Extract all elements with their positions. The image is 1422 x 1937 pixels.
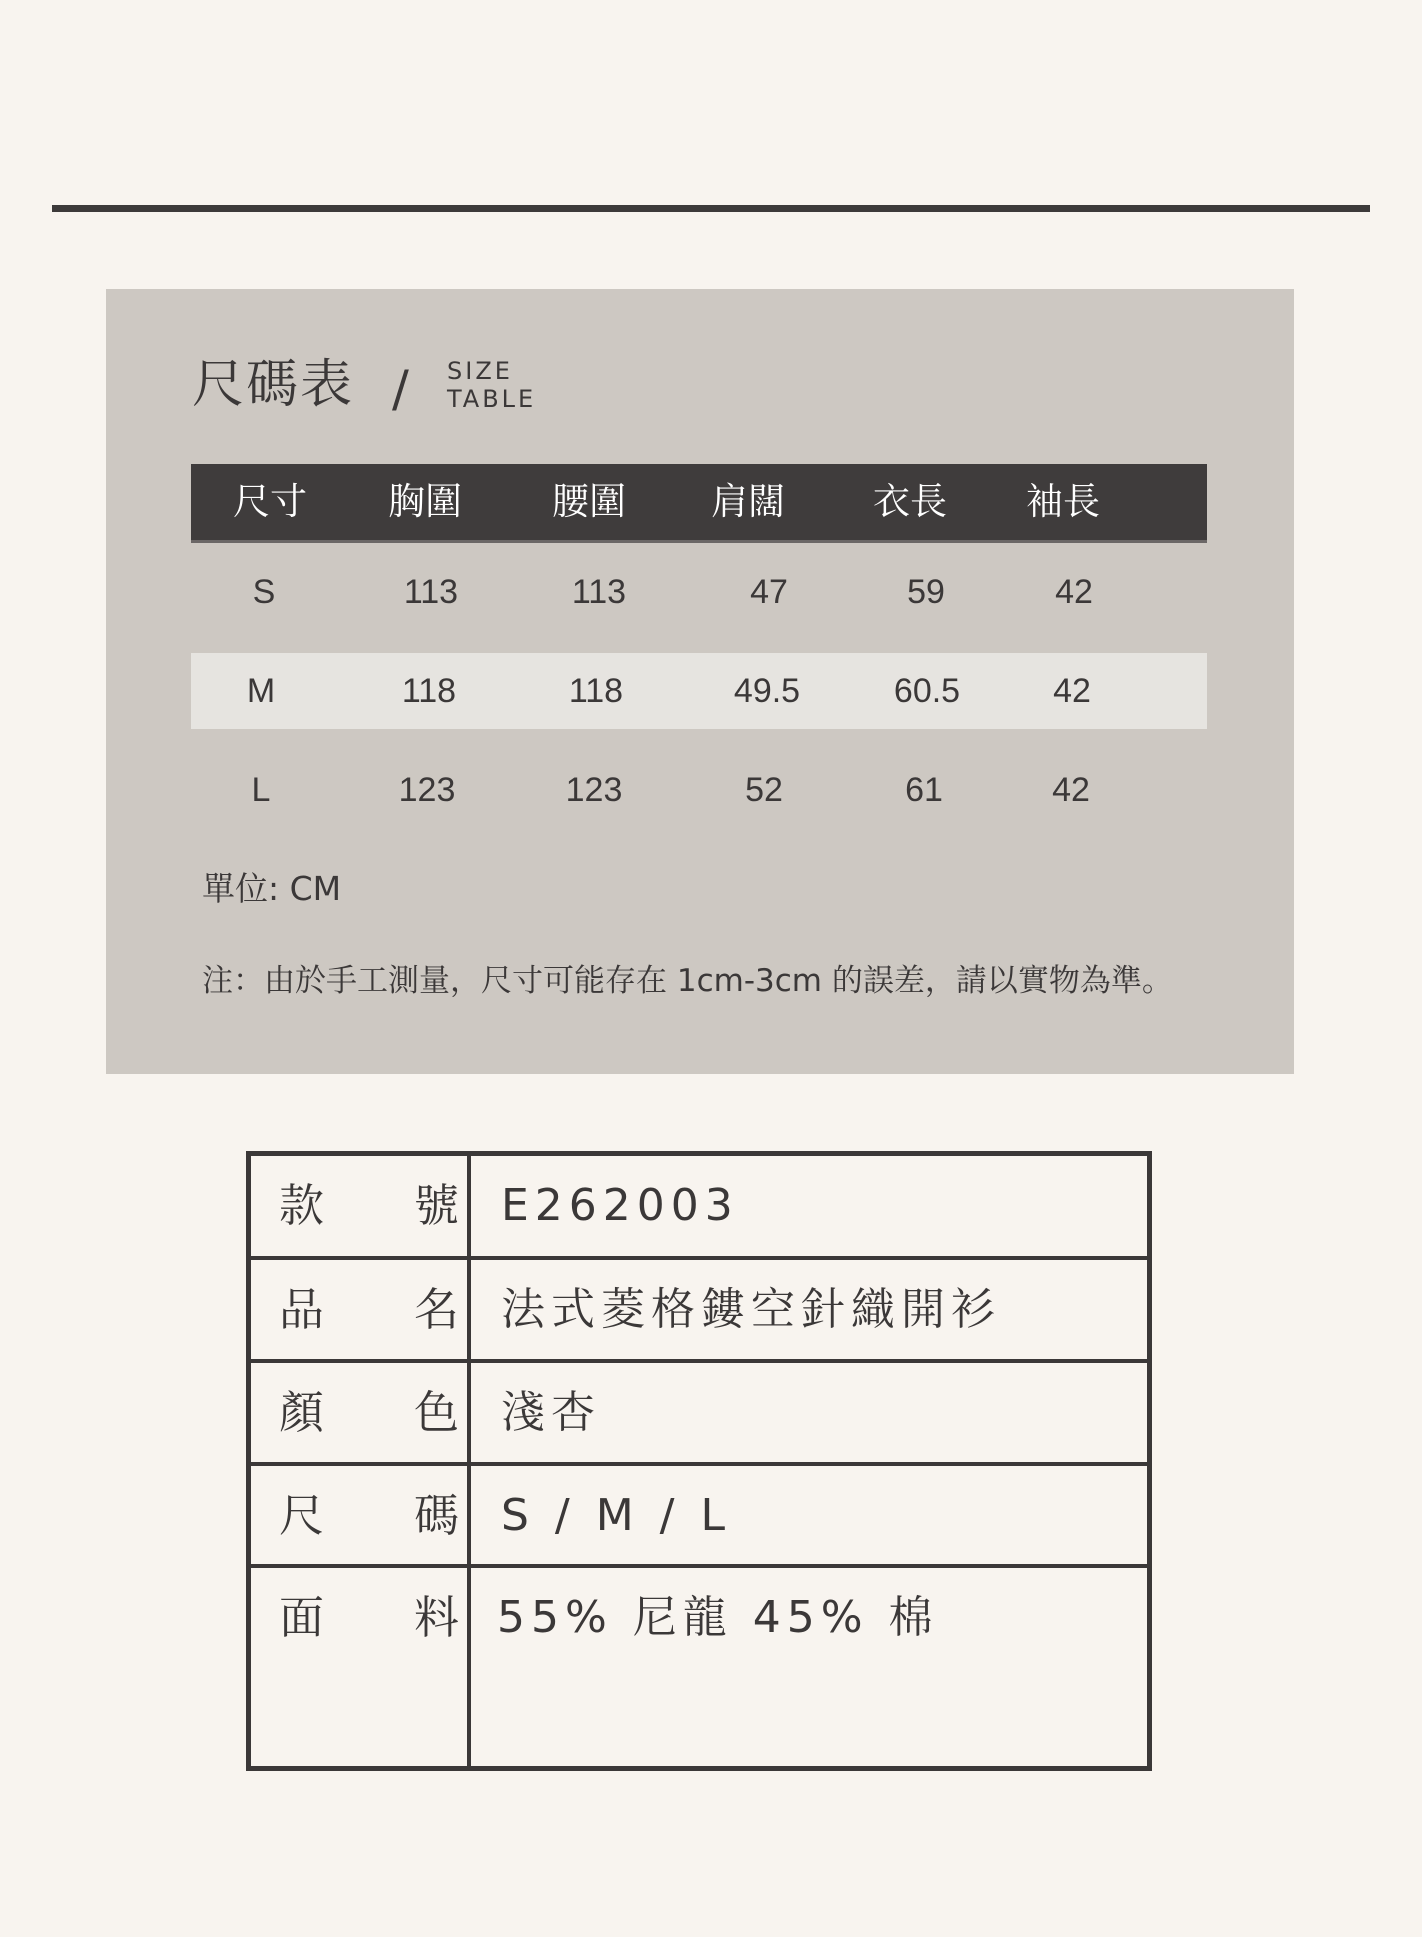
header-waist: 腰圍 [552,480,626,523]
info-row-style-number [251,1156,1147,1260]
label-fabric: 面 料 [279,1591,460,1644]
size-table-header [191,464,1207,543]
header-size: 尺寸 [233,480,307,523]
label-product-name: 品 名 [279,1283,460,1336]
cell-sleeve: 42 [1055,573,1093,611]
cell-length: 59 [907,573,945,611]
cell-shoulder: 49.5 [733,672,801,710]
header-chest: 胸圍 [388,480,462,523]
size-table [191,464,1207,840]
cell-waist: 123 [565,771,623,809]
cell-size: M [246,672,276,710]
measurement-disclaimer: 注：由於手工測量，尺寸可能存在 1cm-3cm 的誤差，請以實物為準。 [202,963,1173,999]
cell-length: 61 [905,771,943,809]
title-english-line2: TABLE [447,385,537,413]
table-row [191,653,1207,729]
header-sleeve: 袖長 [1026,480,1100,523]
cell-chest: 118 [401,672,457,710]
cell-length: 60.5 [893,672,961,710]
cell-shoulder: 52 [745,771,783,809]
header-shoulder: 肩闊 [711,480,785,523]
value-product-name: 法式菱格鏤空針織開衫 [501,1284,1001,1335]
product-info-table [246,1151,1152,1771]
table-row [191,543,1207,642]
header-length: 衣長 [873,480,947,523]
label-sizes: 尺 碼 [279,1489,460,1542]
title-separator: / [392,360,409,418]
value-fabric: 55% 尼龍 45% 棉 [497,1592,939,1643]
value-sizes: S / M / L [501,1490,731,1541]
table-row [191,741,1207,840]
label-color: 顏 色 [279,1386,460,1439]
cell-size: S [252,573,276,611]
info-row-product-name [251,1260,1147,1363]
cell-size: L [251,771,271,809]
cell-waist: 118 [568,672,624,710]
info-row-fabric [251,1568,1147,1766]
info-row-color [251,1363,1147,1466]
title-english [447,357,536,413]
cell-chest: 113 [403,573,459,611]
value-color: 淺杏 [501,1387,601,1438]
size-chart-panel [106,289,1294,1074]
cell-waist: 113 [571,573,627,611]
value-style-number: E262003 [501,1180,739,1231]
cell-shoulder: 47 [750,573,788,611]
title-chinese: 尺碼表 [192,355,355,415]
label-style-number: 款 號 [279,1179,460,1232]
cell-sleeve: 42 [1052,771,1090,809]
top-divider [52,205,1370,212]
title-english-line1: SIZE [447,357,513,385]
cell-sleeve: 42 [1053,672,1091,710]
unit-note: 單位: CM [202,869,342,908]
cell-chest: 123 [398,771,456,809]
info-row-sizes [251,1466,1147,1568]
